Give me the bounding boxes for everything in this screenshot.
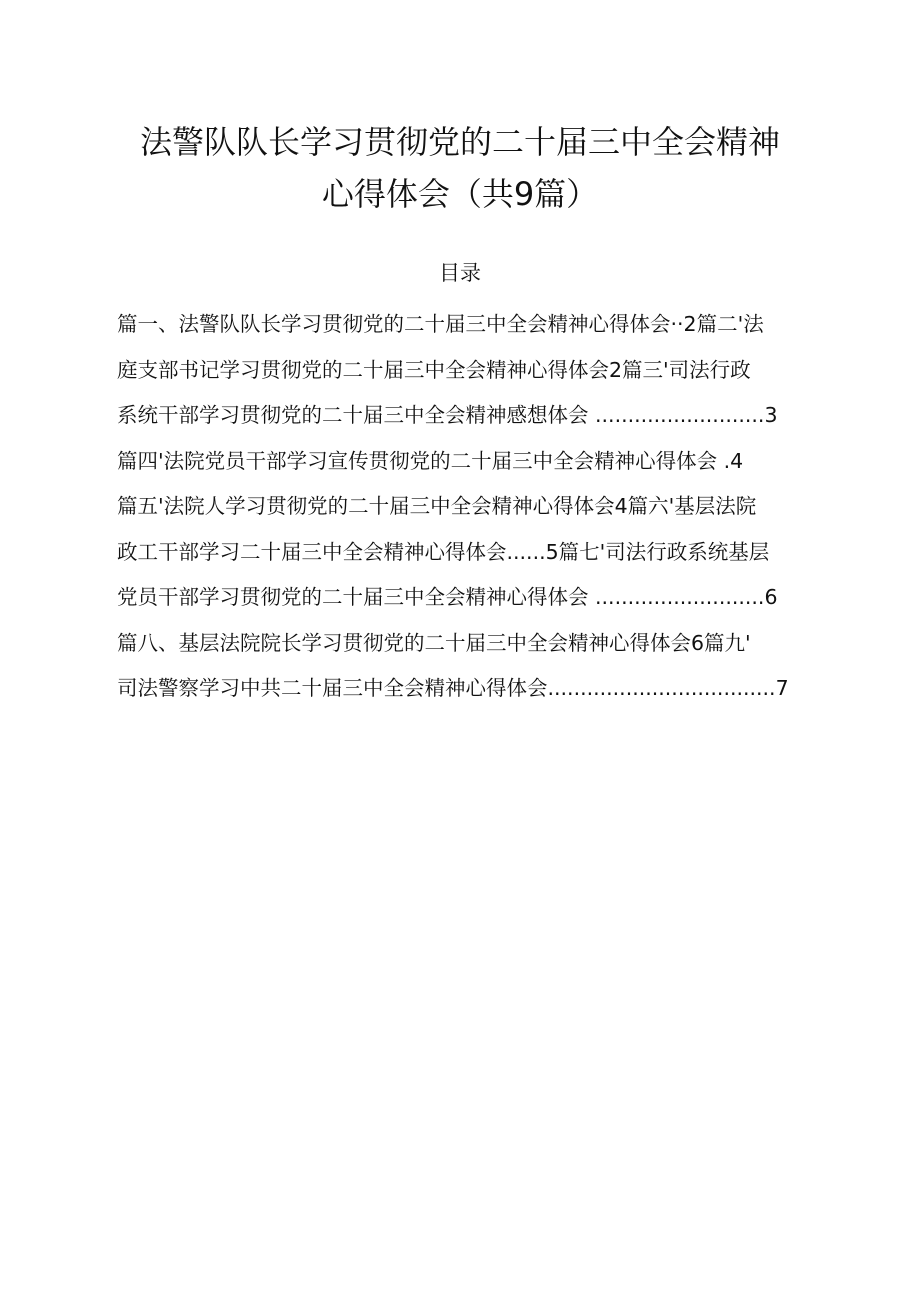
toc-line: 篇八、基层法院院长学习贯彻党的二十届三中全会精神心得体会6篇九' xyxy=(117,630,751,655)
toc-line: 党员干部学习贯彻党的二十届三中全会精神心得体会 ..........................6 xyxy=(117,585,778,609)
toc-line: 篇四'法院党员干部学习宣传贯彻党的二十届三中全会精神心得体会 .4 xyxy=(117,448,744,473)
table-of-contents xyxy=(117,304,847,714)
toc-line: 庭支部书记学习贯彻党的二十届三中全会精神心得体会2篇三'司法行政 xyxy=(117,357,751,382)
toc-line: 篇五'法院人学习贯彻党的二十届三中全会精神心得体会4篇六'基层法院 xyxy=(117,494,757,518)
toc-line: 系统干部学习贯彻党的二十届三中全会精神感想体会 ..........................3 xyxy=(117,403,778,427)
document-title-line-1: 法警队队长学习贯彻党的二十届三中全会精神 xyxy=(139,123,780,161)
toc-line: 政工干部学习二十届三中全会精神心得体会......5篇七'司法行政系统基层 xyxy=(117,539,770,564)
toc-line: 篇一、法警队队长学习贯彻党的二十届三中全会精神心得体会··2篇二'法 xyxy=(117,312,764,336)
toc-line: 司法警察学习中共二十届三中全会精神心得体会...................................7 xyxy=(117,676,789,700)
toc-heading: 目录 xyxy=(439,261,481,285)
document-title-line-2: 心得体会（共9篇） xyxy=(321,175,599,213)
